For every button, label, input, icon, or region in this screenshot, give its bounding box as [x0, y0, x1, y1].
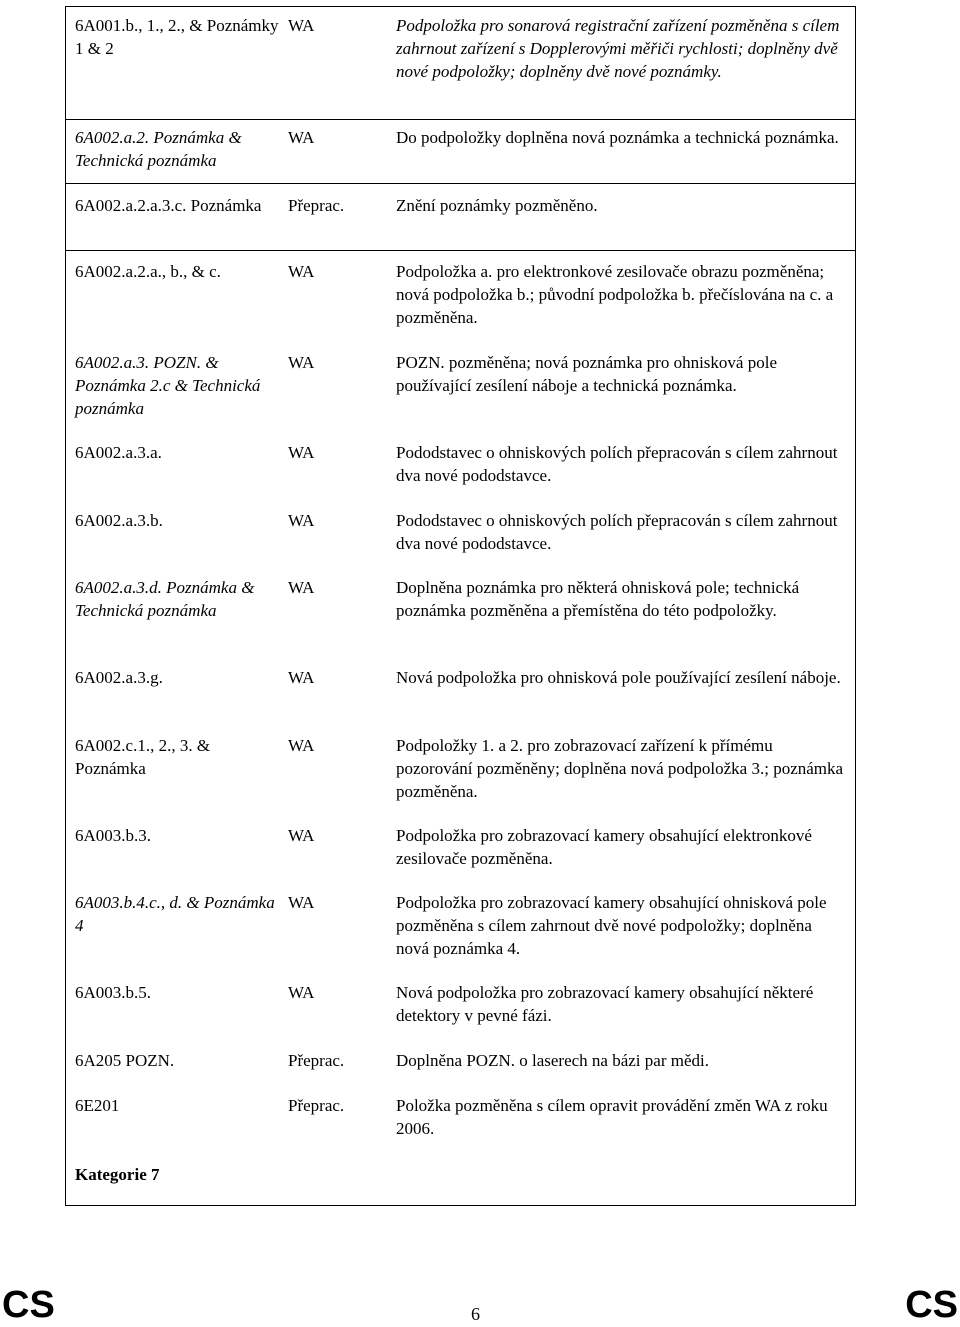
row-divider — [65, 250, 856, 251]
table-row-desc: Položka pozměněna s cílem opravit provádění změn WA z roku 2006. — [396, 1096, 828, 1138]
table-row-ref: 6A002.a.3. POZN. & Poznámka 2.c & Technická poznámka — [75, 353, 261, 418]
table-row-type: WA — [288, 668, 315, 687]
table-row-desc: POZN. pozměněna; nová poznámka pro ohnisková pole používající zesílení náboje a technická poznámka. — [396, 353, 777, 395]
table-row-ref: 6A002.a.3.b. — [75, 511, 163, 530]
table-row-type: WA — [288, 16, 315, 35]
table-row-desc: Podpoložka pro zobrazovací kamery obsahující ohnisková pole pozměněna s cílem zahrnout dvě nové podpoložky; doplněna nová poznámka 4. — [396, 893, 827, 958]
row-divider — [65, 183, 856, 184]
table-row-ref: 6A002.a.2.a.3.c. Poznámka — [75, 196, 262, 215]
table-row-desc: Pododstavec o ohniskových polích přepracován s cílem zahrnout dva nové pododstavce. — [396, 443, 838, 485]
table-row-desc: Doplněna poznámka pro některá ohnisková pole; technická poznámka pozměněna a přemístěna do této podpoložky. — [396, 578, 800, 620]
table-row-ref: 6A003.b.4.c., d. & Poznámka 4 — [75, 893, 275, 935]
table-row-desc: Doplněna POZN. o laserech na bázi par mědi. — [396, 1051, 709, 1070]
language-mark-left: CS — [2, 1284, 55, 1326]
table-row-type: WA — [288, 443, 315, 462]
page-number: 6 — [471, 1304, 480, 1324]
table-row-type: WA — [288, 262, 315, 281]
table-row-ref: 6A205 POZN. — [75, 1051, 175, 1070]
row-divider — [65, 119, 856, 120]
table-row-type: WA — [288, 893, 315, 912]
table-row-type: WA — [288, 578, 315, 597]
table-row-desc: Do podpoložky doplněna nová poznámka a technická poznámka. — [396, 128, 839, 147]
table-row-ref: 6A003.b.3. — [75, 826, 152, 845]
table-row-ref: 6A002.a.2.a., b., & c. — [75, 262, 221, 281]
table-row-desc: Nová podpoložka pro ohnisková pole používající zesílení náboje. — [396, 668, 841, 687]
table-row-ref: 6A002.c.1., 2., 3. & Poznámka — [75, 736, 211, 778]
table-row-ref: 6A001.b., 1., 2., & Poznámky 1 & 2 — [75, 16, 279, 58]
table-row-ref: 6A003.b.5. — [75, 983, 152, 1002]
table-row-desc: Podpoložka pro zobrazovací kamery obsahující elektronkové zesilovače pozměněna. — [396, 826, 812, 868]
table-row-ref: 6A002.a.3.g. — [75, 668, 163, 687]
table-row-ref: 6A002.a.2. Poznámka & Technická poznámka — [75, 128, 242, 170]
table-row-type: WA — [288, 826, 315, 845]
table-row-ref: 6E201 — [75, 1096, 120, 1115]
table-row-type: Přeprac. — [288, 1096, 345, 1115]
table-row-desc: Nová podpoložka pro zobrazovací kamery obsahující některé detektory v pevné fázi. — [396, 983, 814, 1025]
table-row-ref: 6A002.a.3.d. Poznámka & Technická poznámka — [75, 578, 255, 620]
table-row-type: WA — [288, 511, 315, 530]
table-row-type: Přeprac. — [288, 196, 345, 215]
table-row-desc: Podpoložka pro sonarová registrační zařízení pozměněna s cílem zahrnout zařízení s Dopplerovými měřiči rychlosti; doplněny dvě nové podpoložky; doplněny dvě nové poznámky. — [396, 16, 840, 81]
category-heading: Kategorie 7 — [75, 1165, 160, 1184]
table-row-desc: Pododstavec o ohniskových polích přepracován s cílem zahrnout dva nové pododstavce. — [396, 511, 838, 553]
table-row-type: WA — [288, 353, 315, 372]
table-row-desc: Znění poznámky pozměněno. — [396, 196, 598, 215]
table-row-desc: Podpoložka a. pro elektronkové zesilovače obrazu pozměněna; nová podpoložka b.; původní podpoložka b. přečíslována na c. a pozměněna. — [396, 262, 834, 327]
table-row-ref: 6A002.a.3.a. — [75, 443, 162, 462]
table-row-desc: Podpoložky 1. a 2. pro zobrazovací zařízení k přímému pozorování pozměněny; doplněna nová podpoložka 3.; poznámka pozměněna. — [396, 736, 844, 801]
table-row-type: WA — [288, 128, 315, 147]
language-mark-right: CS — [905, 1284, 958, 1326]
table-row-type: WA — [288, 983, 315, 1002]
table-row-type: Přeprac. — [288, 1051, 345, 1070]
table-row-type: WA — [288, 736, 315, 755]
